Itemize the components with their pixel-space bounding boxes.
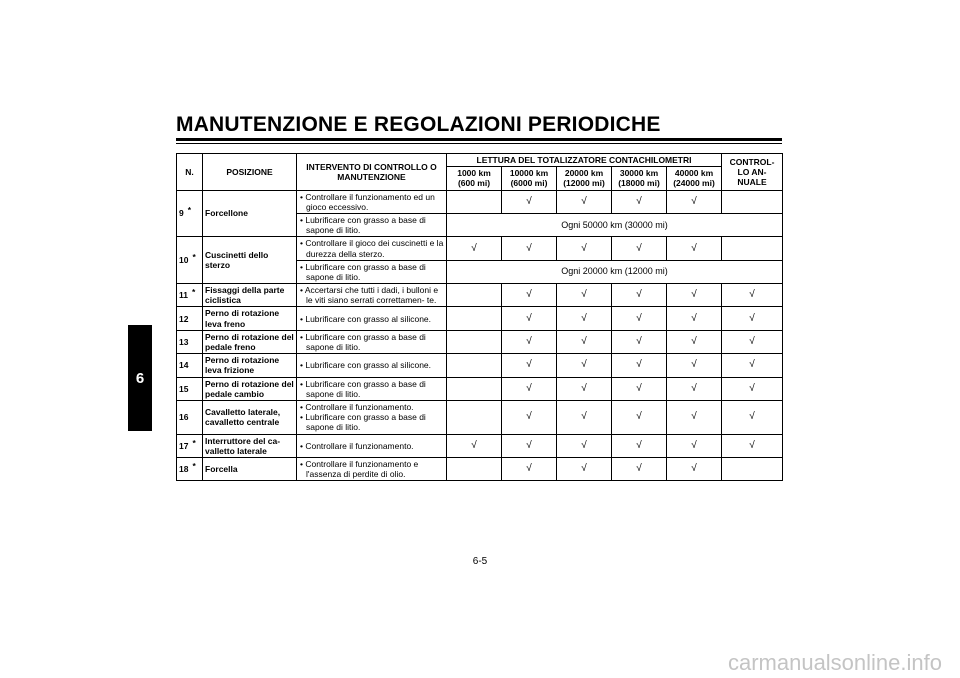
header-odometer-5 xyxy=(667,167,722,190)
check-cell: √ xyxy=(502,434,557,457)
check-cell xyxy=(447,330,502,353)
row-position: Cavalletto laterale, cavalletto centrale xyxy=(203,400,297,434)
check-cell: √ xyxy=(502,307,557,330)
row-number-text: 16 xyxy=(179,412,189,423)
check-cell: √ xyxy=(667,434,722,457)
check-cell: √ xyxy=(557,237,612,260)
service-star: * xyxy=(192,252,196,263)
action-line: • Controllare il funzionamento ed un gioco eccessivo. xyxy=(300,191,435,212)
action-line: • Controllare il gioco dei cuscinetti e la durezza della sterzo. xyxy=(300,238,444,259)
row-action xyxy=(297,213,447,236)
row-position: Forcellone xyxy=(203,190,297,237)
service-star: * xyxy=(192,460,196,471)
row-position: Forcella xyxy=(203,457,297,480)
check-cell: √ xyxy=(502,457,557,480)
table-row xyxy=(177,330,783,353)
row-action xyxy=(297,284,447,307)
odometer-km: 10000 km xyxy=(509,168,549,179)
action-line: • Controllare il funzionamento. xyxy=(300,401,414,412)
row-number-text: 9 xyxy=(179,208,184,219)
table-row xyxy=(177,400,783,434)
check-cell xyxy=(447,457,502,480)
row-number xyxy=(177,330,203,353)
row-action xyxy=(297,260,447,283)
row-position: Fissaggi della parte ciclistica xyxy=(203,284,297,307)
header-position: POSIZIONE xyxy=(203,154,297,191)
check-cell: √ xyxy=(557,377,612,400)
check-cell xyxy=(722,237,783,260)
row-number-text: 14 xyxy=(179,360,189,371)
row-number xyxy=(177,190,203,237)
action-line: • Lubrificare con grasso al silicone. xyxy=(300,313,432,324)
header-odometer-1 xyxy=(447,167,502,190)
check-cell: √ xyxy=(557,434,612,457)
odometer-km: 30000 km xyxy=(619,168,659,179)
check-cell: √ xyxy=(612,284,667,307)
row-number xyxy=(177,354,203,377)
action-line: • Lubrificare con grasso a base di sapone di litio. xyxy=(300,412,426,433)
action-line: • Lubrificare con grasso al silicone. xyxy=(300,360,432,371)
table-row xyxy=(177,354,783,377)
action-line: • Lubrificare con grasso a base di sapone di litio. xyxy=(300,331,426,352)
odometer-mi: (600 mi) xyxy=(457,178,491,189)
row-position: Cuscinetti dello sterzo xyxy=(203,237,297,284)
action-line: • Lubrificare con grasso a base di sapone di litio. xyxy=(300,261,426,282)
row-action xyxy=(297,434,447,457)
check-cell: √ xyxy=(722,354,783,377)
check-cell xyxy=(447,284,502,307)
check-cell: √ xyxy=(667,457,722,480)
row-number xyxy=(177,307,203,330)
row-number-text: 13 xyxy=(179,336,189,347)
check-cell: √ xyxy=(612,307,667,330)
check-cell: √ xyxy=(447,434,502,457)
odometer-km: 1000 km xyxy=(457,168,491,179)
interval-span: Ogni 50000 km (30000 mi) xyxy=(447,213,783,236)
row-number-text: 12 xyxy=(179,313,189,324)
row-number xyxy=(177,377,203,400)
title-rule-thick xyxy=(176,138,782,141)
row-action xyxy=(297,400,447,434)
check-cell: √ xyxy=(722,434,783,457)
check-cell xyxy=(722,190,783,213)
check-cell: √ xyxy=(612,237,667,260)
check-cell: √ xyxy=(557,284,612,307)
row-position: Interruttore del ca- valletto laterale xyxy=(203,434,297,457)
table-row xyxy=(177,457,783,480)
check-cell: √ xyxy=(502,237,557,260)
row-action xyxy=(297,377,447,400)
page-title: MANUTENZIONE E REGOLAZIONI PERIODICHE xyxy=(176,113,661,136)
check-cell: √ xyxy=(667,237,722,260)
table-row xyxy=(177,237,783,260)
check-cell: √ xyxy=(612,377,667,400)
check-cell: √ xyxy=(557,457,612,480)
row-number-text: 10 xyxy=(179,255,189,266)
check-cell: √ xyxy=(612,434,667,457)
check-cell: √ xyxy=(667,330,722,353)
check-cell xyxy=(722,457,783,480)
row-action xyxy=(297,354,447,377)
check-cell: √ xyxy=(667,190,722,213)
check-cell: √ xyxy=(722,400,783,434)
interval-span: Ogni 20000 km (12000 mi) xyxy=(447,260,783,283)
table-row xyxy=(177,284,783,307)
check-cell: √ xyxy=(722,330,783,353)
check-cell: √ xyxy=(557,400,612,434)
table-row xyxy=(177,377,783,400)
row-position: Perno di rotazione leva frizione xyxy=(203,354,297,377)
table-row xyxy=(177,190,783,213)
row-action xyxy=(297,307,447,330)
check-cell: √ xyxy=(502,400,557,434)
check-cell: √ xyxy=(722,284,783,307)
service-star: * xyxy=(192,437,196,448)
row-number-text: 15 xyxy=(179,383,189,394)
odometer-km: 40000 km xyxy=(674,168,714,179)
row-position: Perno di rotazione del pedale cambio xyxy=(203,377,297,400)
odometer-mi: (6000 mi) xyxy=(510,178,548,189)
check-cell: √ xyxy=(502,284,557,307)
check-cell: √ xyxy=(667,307,722,330)
header-annual: CONTROL- LO AN- NUALE xyxy=(722,154,783,191)
check-cell: √ xyxy=(447,237,502,260)
action-line: • Lubrificare con grasso a base di sapone di litio. xyxy=(300,378,426,399)
maintenance-table xyxy=(176,153,783,481)
check-cell: √ xyxy=(612,190,667,213)
check-cell: √ xyxy=(557,190,612,213)
odometer-km: 20000 km xyxy=(564,168,604,179)
check-cell: √ xyxy=(557,330,612,353)
row-action xyxy=(297,190,447,213)
check-cell: √ xyxy=(502,190,557,213)
row-position: Perno di rotazione leva freno xyxy=(203,307,297,330)
row-number-text: 11 xyxy=(179,290,188,301)
odometer-mi: (18000 mi) xyxy=(618,178,660,189)
row-number xyxy=(177,400,203,434)
action-line: • Controllare il funzionamento e l'assenza di perdite di olio. xyxy=(300,458,419,480)
page-number: 6-5 xyxy=(472,556,488,567)
watermark: carmanualsonline.info xyxy=(727,650,942,675)
check-cell: √ xyxy=(667,284,722,307)
row-number xyxy=(177,237,203,284)
check-cell: √ xyxy=(722,377,783,400)
check-cell: √ xyxy=(667,400,722,434)
check-cell: √ xyxy=(557,354,612,377)
check-cell: √ xyxy=(557,307,612,330)
odometer-mi: (24000 mi) xyxy=(673,178,715,189)
title-rule-thin xyxy=(176,143,782,144)
header-odometer-group: LETTURA DEL TOTALIZZATORE CONTACHILOMETRI xyxy=(447,154,722,167)
header-intervention: INTERVENTO DI CONTROLLO O MANUTENZIONE xyxy=(297,154,447,191)
check-cell: √ xyxy=(667,377,722,400)
check-cell: √ xyxy=(612,400,667,434)
check-cell: √ xyxy=(502,330,557,353)
check-cell: √ xyxy=(502,354,557,377)
row-position: Perno di rotazione del pedale freno xyxy=(203,330,297,353)
service-star: * xyxy=(192,287,196,298)
check-cell xyxy=(447,400,502,434)
action-line: • Accertarsi che tutti i dadi, i bulloni e le viti siano serrati correttamen- te. xyxy=(300,285,439,306)
row-number-text: 18 xyxy=(179,463,189,474)
header-odometer-2 xyxy=(502,167,557,190)
service-star: * xyxy=(187,205,192,216)
action-line: • Controllare il funzionamento. xyxy=(300,440,414,451)
check-cell xyxy=(447,354,502,377)
check-cell: √ xyxy=(667,354,722,377)
row-number-text: 17 xyxy=(179,440,189,451)
check-cell xyxy=(447,190,502,213)
odometer-mi: (12000 mi) xyxy=(563,178,605,189)
chapter-tab: 6 xyxy=(128,325,152,431)
check-cell: √ xyxy=(502,377,557,400)
header-odometer-4 xyxy=(612,167,667,190)
row-action xyxy=(297,237,447,260)
row-number xyxy=(177,284,203,307)
check-cell xyxy=(447,307,502,330)
row-action xyxy=(297,457,447,480)
check-cell: √ xyxy=(612,330,667,353)
check-cell: √ xyxy=(612,354,667,377)
header-n: N. xyxy=(177,154,203,191)
table-row xyxy=(177,307,783,330)
table-row xyxy=(177,434,783,457)
check-cell: √ xyxy=(612,457,667,480)
row-number xyxy=(177,457,203,480)
row-number xyxy=(177,434,203,457)
header-odometer-3 xyxy=(557,167,612,190)
row-action xyxy=(297,330,447,353)
check-cell: √ xyxy=(722,307,783,330)
check-cell xyxy=(447,377,502,400)
action-line: • Lubrificare con grasso a base di sapone di litio. xyxy=(300,214,426,236)
